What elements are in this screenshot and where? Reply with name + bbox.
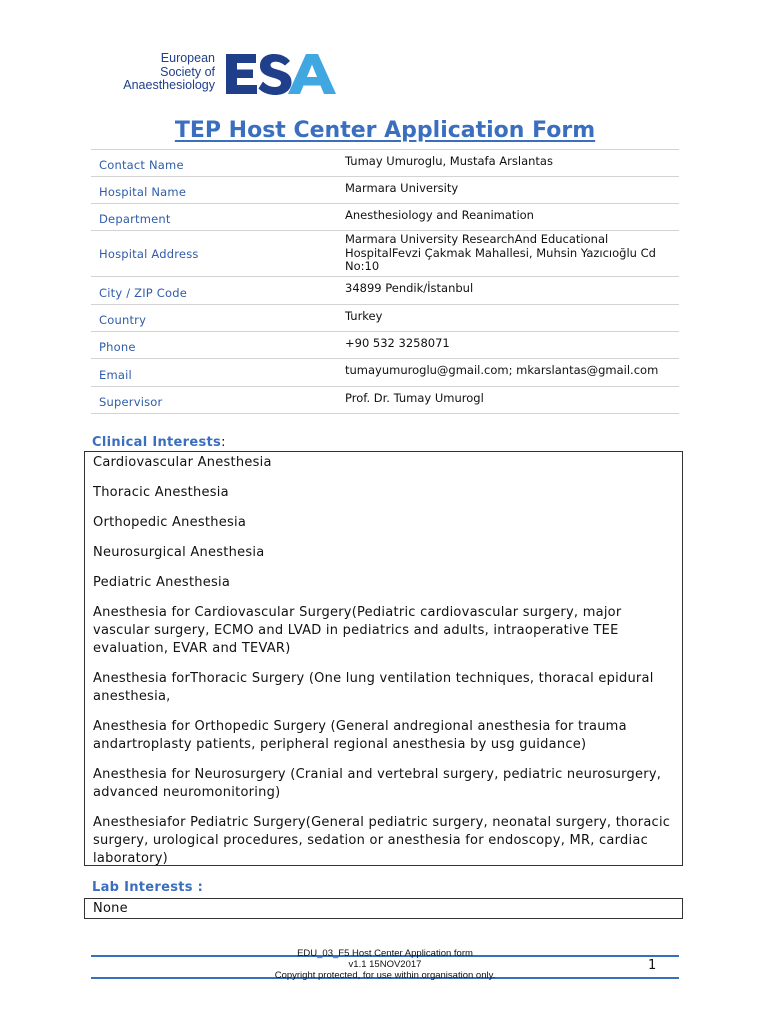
- footer-copyright: Copyright protected, for use within organisation only.: [274, 970, 496, 981]
- logo-wordmark: [103, 52, 215, 93]
- host-center-info-table: [91, 149, 679, 414]
- footer-version: v1.1 15NOV2017: [348, 959, 422, 970]
- supervisor-value: Prof. Dr. Tumay Umurogl: [345, 391, 484, 405]
- phone-label: Phone: [99, 340, 136, 354]
- hospital-address-value: Marmara University ResearchAnd Educational HospitalFevzi Çakmak Mahallesi, Muhsin Yazıcıoğlu Cd No:10: [345, 232, 656, 273]
- email-label: Email: [99, 368, 132, 382]
- country-label: Country: [99, 313, 147, 327]
- clinical-interests-heading: [92, 435, 226, 450]
- contact-name-label: Contact Name: [99, 158, 184, 172]
- hospital-name-value: Marmara University: [345, 181, 459, 195]
- table-row-country: [91, 305, 679, 332]
- table-row-contact-name: [91, 150, 679, 177]
- clinical-interests-box: [84, 451, 683, 866]
- hospital-address-label: Hospital Address: [99, 246, 199, 261]
- list-item: Orthopedic Anesthesia: [93, 515, 247, 530]
- lab-interests-box: [84, 898, 683, 919]
- city-zip-value: 34899 Pendik/İstanbul: [345, 281, 474, 295]
- list-item: Thoracic Anesthesia: [93, 485, 229, 500]
- logo-line-3: Anaesthesiology: [123, 78, 215, 92]
- esa-logo-mark: [224, 52, 339, 96]
- clinical-interests-label: Clinical Interests: [92, 435, 222, 450]
- phone-value: +90 532 3258071: [345, 336, 450, 350]
- table-row-city-zip: [91, 277, 679, 305]
- department-label: Department: [99, 212, 171, 226]
- table-row-phone: [91, 332, 679, 359]
- department-value: Anesthesiology and Reanimation: [345, 208, 534, 222]
- table-row-department: [91, 204, 679, 231]
- list-item: Pediatric Anesthesia: [93, 575, 231, 590]
- email-value: tumayumuroglu@gmail.com; mkarslantas@gmail.com: [345, 363, 659, 377]
- lab-interests-label: Lab Interests :: [92, 880, 204, 895]
- list-item: Neurosurgical Anesthesia: [93, 545, 265, 560]
- list-item: Anesthesia forThoracic Surgery (One lung ventilation techniques, thoracal epidural anesthesia,: [93, 671, 654, 704]
- table-row-hospital-name: [91, 177, 679, 204]
- table-row-hospital-address: [91, 231, 679, 277]
- table-row-email: [91, 359, 679, 387]
- list-item: Anesthesia for Neurosurgery (Cranial and vertebral surgery, pediatric neurosurgery, advanced neuromonitoring): [93, 767, 662, 800]
- page-number: 1: [648, 958, 657, 973]
- supervisor-label: Supervisor: [99, 395, 163, 409]
- list-item: Anesthesia for Orthopedic Surgery (General andregional anesthesia for trauma andartroplasty patients, peripheral regional anesthesia by usg guidance): [93, 719, 627, 752]
- footer-doc-id: EDU_03_F5 Host Center Application form: [297, 948, 473, 959]
- contact-name-value: Tumay Umuroglu, Mustafa Arslantas: [345, 154, 553, 168]
- city-zip-label: City / ZIP Code: [99, 286, 188, 300]
- logo-line-2: Society of: [160, 64, 215, 79]
- logo-line-1: European: [160, 51, 215, 65]
- hospital-name-label: Hospital Name: [99, 185, 187, 199]
- country-value: Turkey: [345, 309, 383, 323]
- table-row-supervisor: [91, 387, 679, 414]
- lab-interests-value: None: [93, 901, 128, 916]
- esa-logo: [103, 52, 343, 96]
- list-item: Anesthesiafor Pediatric Surgery(General pediatric surgery, neonatal surgery, thoracic surgery, urological procedures, sedation or anesthesia for endoscopy, MR, cardiac laboratory): [93, 815, 671, 866]
- list-item: Anesthesia for Cardiovascular Surgery(Pediatric cardiovascular surgery, major vascular surgery, ECMO and LVAD in pediatrics and adults, intraoperative TEE evaluation, EVAR and TEVAR): [93, 605, 622, 656]
- page-title: TEP Host Center Application Form: [174, 118, 596, 143]
- clinical-interests-colon: :: [221, 435, 226, 450]
- list-item: Cardiovascular Anesthesia: [93, 455, 272, 470]
